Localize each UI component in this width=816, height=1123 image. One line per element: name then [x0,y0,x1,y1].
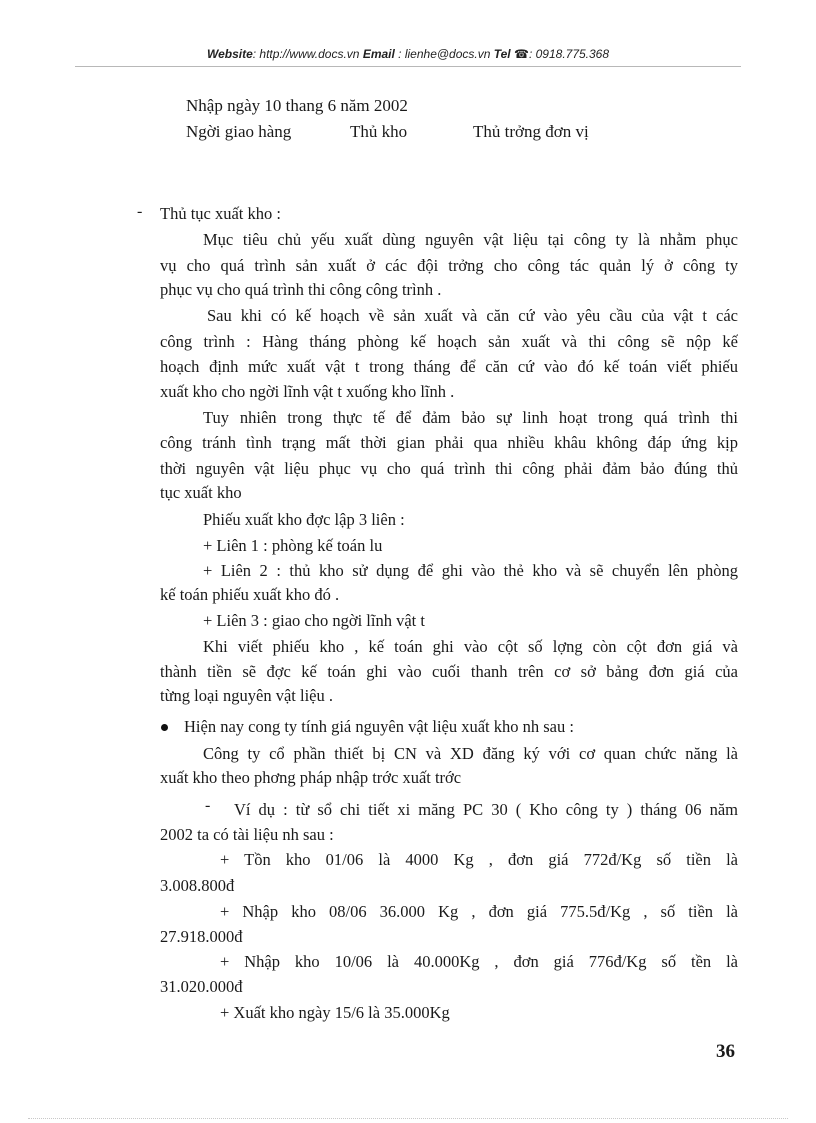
dash-marker: - [205,797,211,814]
text-line: thời nguyên vật liệu phục vụ cho quá trình thi công phải đảm bảo đúng thủ [160,459,738,478]
text-line: + Nhập kho 10/06 là 40.000Kg , đơn giá 776đ/Kg số tền là [220,952,738,971]
text-line: Công ty cổ phần thiết bị CN và XD đăng ký với cơ quan chức năng là [203,744,738,763]
page-header [0,47,816,61]
header-rule [75,66,741,67]
text-line: Tuy nhiên trong thực tế để đảm bảo sự linh hoạt trong quá trình thi [203,408,738,427]
text-line: công trình : Hàng tháng phòng kế hoạch sản xuất và thi công sẽ nộp kế [160,332,738,351]
text-line: thành tiền sẽ đợc kế toán ghi vào cuối thanh trên cơ sở bảng đơn giá của [160,662,738,681]
bullet-marker [161,724,168,731]
signer-head-of-unit: Thủ trởng đơn vị [473,122,589,141]
receipt-date-line: Nhập ngày 10 thang 6 năm 2002 [186,96,408,115]
text-line: + Liên 3 : giao cho ngời lĩnh vật t [203,611,425,630]
text-line: + Nhập kho 08/06 36.000 Kg , đơn giá 775.5đ/Kg , số tiền là [220,902,738,921]
text-line: + Liên 2 : thủ kho sử dụng để ghi vào thẻ kho và sẽ chuyển lên phòng [203,561,738,580]
section-heading: Thủ tục xuất kho : [160,204,281,223]
email-label: Email [362,47,395,61]
footer-rule [28,1118,788,1119]
text-line: 27.918.000đ [160,927,243,946]
text-line: 3.008.800đ [160,876,235,895]
dash-marker: - [137,203,143,220]
signer-deliverer: Ngời giao hàng [186,122,292,141]
text-line: xuất kho theo phơng pháp nhập trớc xuất trớc [160,768,462,787]
text-line: phục vụ cho quá trình thi công công trình . [160,280,442,299]
email-value[interactable]: : lienhe@docs.vn [398,47,491,61]
website-label: Website [206,47,253,61]
text-line: + Xuất kho ngày 15/6 là 35.000Kg [220,1003,450,1022]
tel-label: Tel [493,47,511,61]
website-url[interactable]: : http://www.docs.vn [252,47,360,61]
text-line: tục xuất kho [160,483,242,502]
phone-icon: ☎ [514,47,529,61]
tel-value: : 0918.775.368 [528,47,610,61]
signer-storekeeper: Thủ kho [350,122,408,141]
text-line: Hiện nay cong ty tính giá nguyên vật liệu xuất kho nh sau : [184,717,574,736]
text-line: công tránh tình trạng mất thời gian phải qua nhiều khâu không đáp ứng kịp [160,433,738,452]
text-line: 2002 ta có tài liệu nh sau : [160,825,334,844]
text-line: vụ cho quá trình sản xuất ở các đội trởng cho công tác quản lý ở công ty [160,256,738,275]
text-line: 31.020.000đ [160,977,243,996]
text-line: từng loại nguyên vật liệu . [160,686,333,705]
text-line: + Tồn kho 01/06 là 4000 Kg , đơn giá 772đ/Kg số tiền là [220,850,738,869]
text-line: + Liên 1 : phòng kế toán lu [203,536,383,555]
text-line: Sau khi có kế hoạch về sản xuất và căn cứ vào yêu cầu của vật t các [207,306,738,325]
text-line: Ví dụ : từ sổ chi tiết xi măng PC 30 ( Kho công ty ) tháng 06 năm [234,800,738,819]
text-line: Phiếu xuất kho đợc lập 3 liên : [203,510,405,529]
text-line: xuất kho cho ngời lĩnh vật t xuống kho lĩnh . [160,382,455,401]
text-line: Mục tiêu chủ yếu xuất dùng nguyên vật liệu tại công ty là nhằm phục [203,230,738,249]
text-line: kế toán phiếu xuất kho đó . [160,585,340,604]
page-number: 36 [716,1041,735,1062]
text-line: Khi viết phiếu kho , kế toán ghi vào cột số lợng còn cột đơn giá và [203,637,738,656]
text-line: hoạch định mức xuất vật t trong tháng để căn cứ vào đó kế toán viết phiếu [160,357,738,376]
